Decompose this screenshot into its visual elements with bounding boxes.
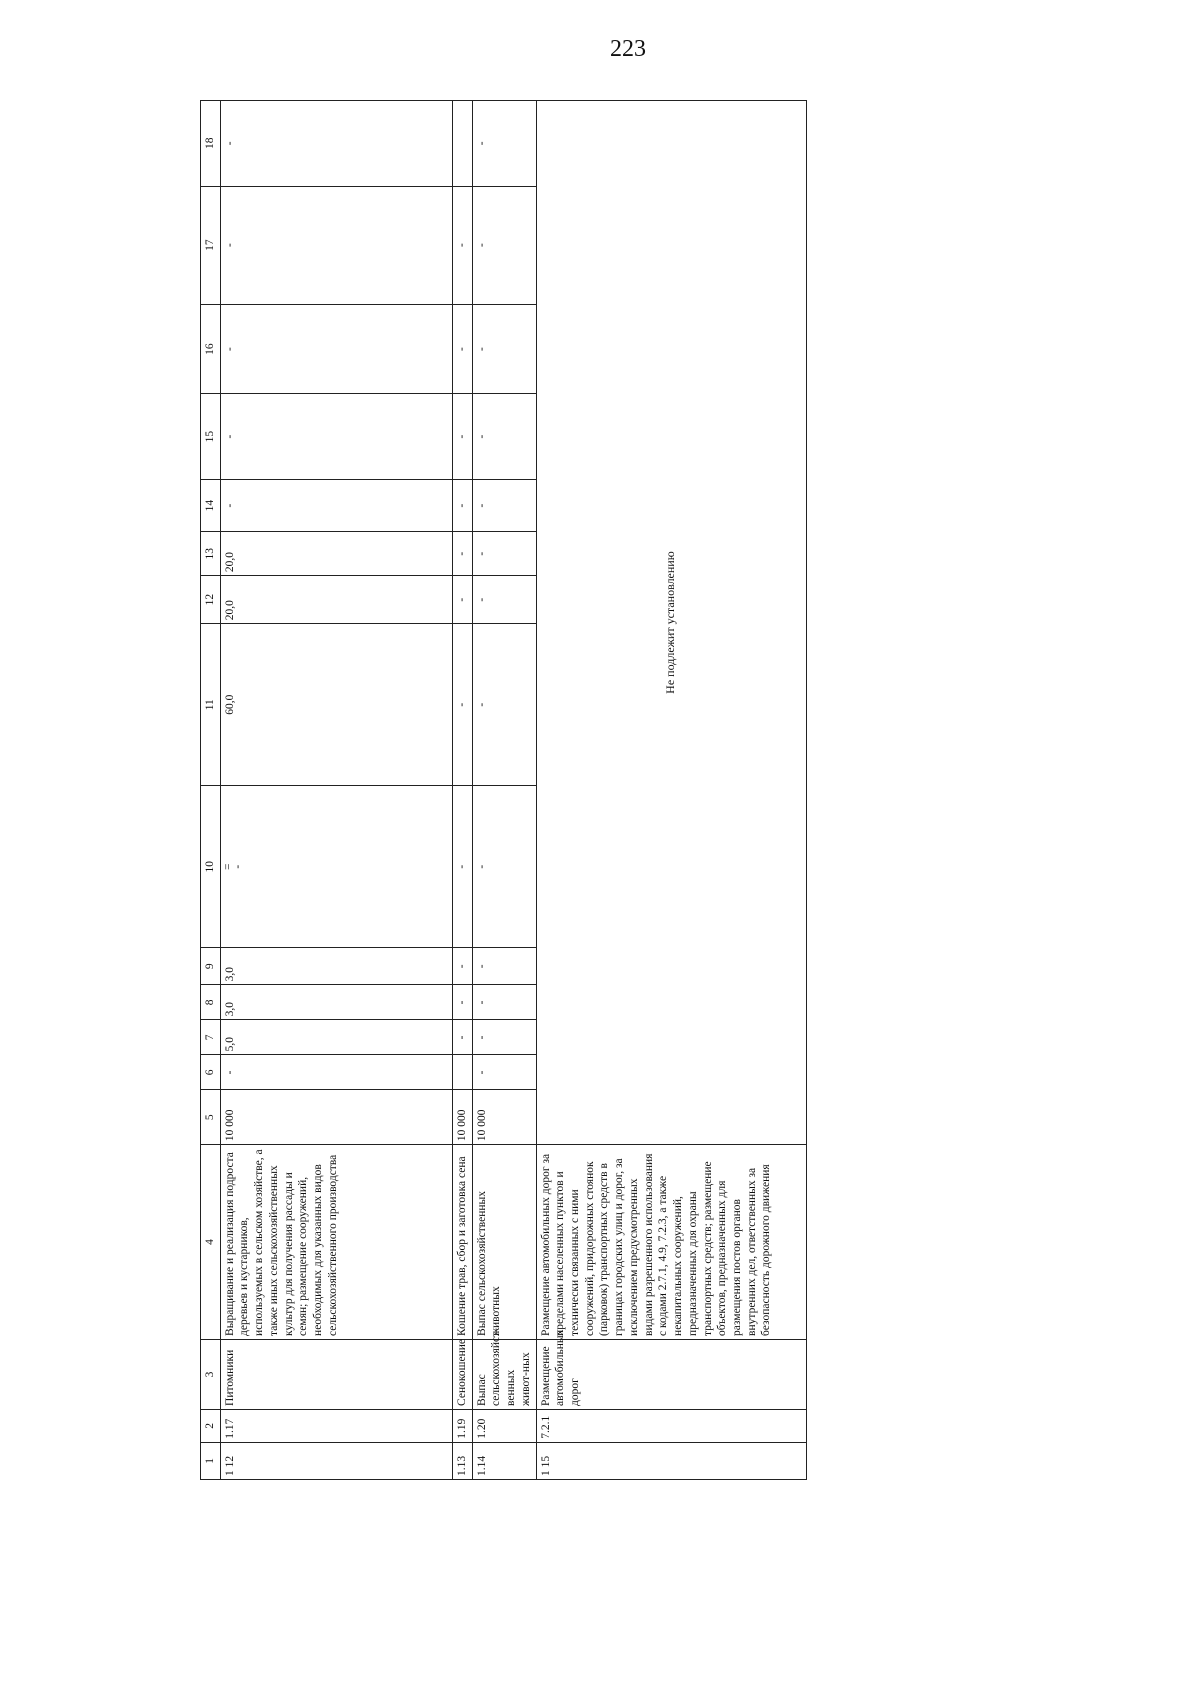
row-name: Сенокошение xyxy=(452,1339,472,1409)
cell-c8: 3,0 xyxy=(220,985,452,1020)
header-cell: 15 xyxy=(201,394,221,479)
cell-c14: - xyxy=(220,479,452,532)
row-code: 1.17 xyxy=(220,1409,452,1442)
cell-c9: - xyxy=(472,948,536,985)
row-number: 1.14 xyxy=(472,1442,536,1479)
cell-c12: - xyxy=(452,576,472,624)
header-cell: 14 xyxy=(201,479,221,532)
cell-c17: - xyxy=(452,186,472,304)
page-number: 223 xyxy=(610,36,646,62)
cell-c15: - xyxy=(472,394,536,479)
cell-c5: 10 000 xyxy=(220,1090,452,1145)
cell-c17: - xyxy=(472,186,536,304)
row-description: Кошение трав, сбор и заготовка сена xyxy=(452,1145,472,1340)
header-cell: 6 xyxy=(201,1055,221,1090)
cell-c7: - xyxy=(472,1020,536,1055)
cell-c18: - xyxy=(472,101,536,187)
cell-c13: - xyxy=(452,532,472,576)
header-cell: 18 xyxy=(201,101,221,187)
cell-c12: 20,0 xyxy=(220,576,452,624)
header-cell: 13 xyxy=(201,532,221,576)
cell-c6 xyxy=(452,1055,472,1090)
cell-c10: = - xyxy=(220,786,452,948)
row-number: 1.13 xyxy=(452,1442,472,1479)
cell-c6: - xyxy=(472,1055,536,1090)
cell-c5: 10 000 xyxy=(452,1090,472,1145)
cell-c8: - xyxy=(472,985,536,1020)
cell-c14: - xyxy=(452,479,472,532)
cell-c15: - xyxy=(220,394,452,479)
header-cell: 12 xyxy=(201,576,221,624)
row-name: Питомники xyxy=(220,1339,452,1409)
table-row xyxy=(220,101,452,1480)
row-code: 7.2.1 xyxy=(536,1409,806,1442)
cell-c7: - xyxy=(452,1020,472,1055)
header-cell: 4 xyxy=(201,1145,221,1340)
header-cell: 5 xyxy=(201,1090,221,1145)
cell-c16: - xyxy=(452,304,472,394)
cell-c11: - xyxy=(452,624,472,786)
cell-c9: 3,0 xyxy=(220,948,452,985)
header-cell: 3 xyxy=(201,1339,221,1409)
cell-c10: - xyxy=(452,786,472,948)
header-row xyxy=(201,101,221,1480)
row-code: 1.19 xyxy=(452,1409,472,1442)
cell-c13: 20,0 xyxy=(220,532,452,576)
cell-c11: - xyxy=(472,624,536,786)
cell-c11: 60,0 xyxy=(220,624,452,786)
header-cell: 8 xyxy=(201,985,221,1020)
cell-c18: - xyxy=(220,101,452,187)
row-name: Размещение автомобильных дорог xyxy=(536,1339,806,1409)
row-number: 1 15 xyxy=(536,1442,806,1479)
cell-c6: - xyxy=(220,1055,452,1090)
header-cell: 2 xyxy=(201,1409,221,1442)
cell-c5: 10 000 xyxy=(472,1090,536,1145)
land-use-table xyxy=(200,100,807,1480)
header-cell: 1 xyxy=(201,1442,221,1479)
row-number: 1 12 xyxy=(220,1442,452,1479)
cell-c17: - xyxy=(220,186,452,304)
header-cell: 7 xyxy=(201,1020,221,1055)
header-cell: 17 xyxy=(201,186,221,304)
row-name: Выпас сельскохозяйст-венных живот-ных xyxy=(472,1339,536,1409)
cell-c9: - xyxy=(452,948,472,985)
cell-c7: 5,0 xyxy=(220,1020,452,1055)
header-cell: 10 xyxy=(201,786,221,948)
header-cell: 16 xyxy=(201,304,221,394)
table-row xyxy=(472,101,536,1480)
row-description: Размещение автомобильных дорог за пределами населенных пунктов и технически связанных с ними сооружений, придорожных стоянок (парковок) транспортных средств в границах городских улиц и дорог, за исключением предусмотренных видами разрешенного использования с кодами 2.7.1, 4.9, 7.2.3, а также некапитальных сооружений, предназначенных для охраны транспортных средств; размещение объектов, предназначенных для размещения постов органов внутренних дел, ответственных за безопасность дорожного движения xyxy=(536,1145,806,1340)
rotated-table-container xyxy=(200,100,773,1480)
row-description: Выращивание и реализация подроста деревьев и кустарников, используемых в сельском хозяйстве, а также иных сельскохозяйственных культур для получения рассады и семян; размещение сооружений, необходимых для указанных видов сельскохозяйственного производства xyxy=(220,1145,452,1340)
not-subject-cell: Не подлежит установлению xyxy=(536,101,806,1145)
table-row xyxy=(536,101,806,1480)
cell-c16: - xyxy=(220,304,452,394)
header-cell: 11 xyxy=(201,624,221,786)
cell-c10: - xyxy=(472,786,536,948)
cell-c16: - xyxy=(472,304,536,394)
header-cell: 9 xyxy=(201,948,221,985)
cell-c15: - xyxy=(452,394,472,479)
cell-c8: - xyxy=(452,985,472,1020)
table-row xyxy=(452,101,472,1480)
row-description: Выпас сельскохозяйственных животных xyxy=(472,1145,536,1340)
cell-c18 xyxy=(452,101,472,187)
cell-c13: - xyxy=(472,532,536,576)
row-code: 1.20 xyxy=(472,1409,536,1442)
cell-c12: - xyxy=(472,576,536,624)
cell-c14: - xyxy=(472,479,536,532)
